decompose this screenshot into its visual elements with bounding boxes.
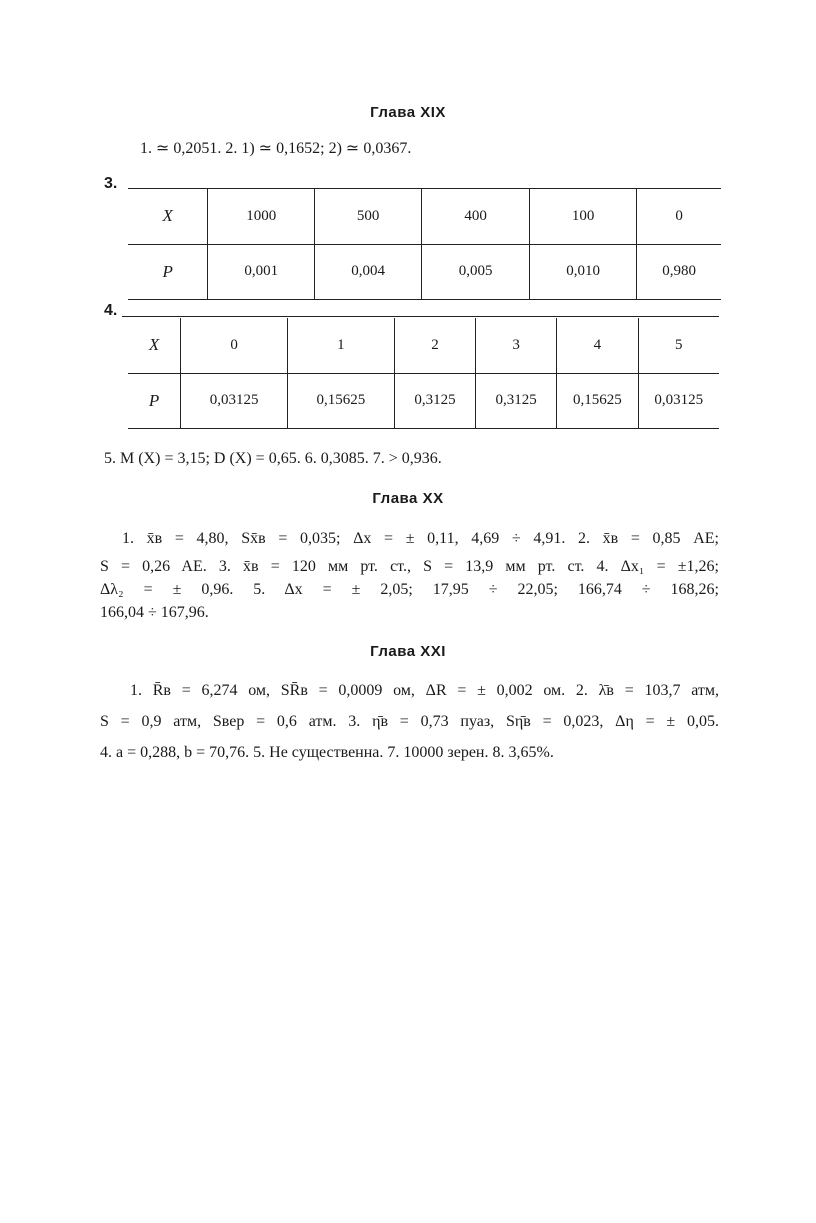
table-3 (128, 189, 721, 300)
chapter-20-line-4: 166,04 ÷ 167,96. (100, 604, 209, 621)
chapter-19-answers-1-2: 1. ≃ 0,2051. 2. 1) ≃ 0,1652; 2) ≃ 0,0367. (140, 140, 412, 157)
table-4-x-value: 0 (181, 318, 288, 373)
table-3-p-value: 0,004 (314, 244, 421, 299)
table-4-top-rule (122, 316, 719, 317)
chapter-20-line-3: Δλ₂ = ± 0,96. 5. Δx = ± 2,05; 17,95 ÷ 22,05; 166,74 ÷ 168,26; (100, 581, 719, 598)
chapter-21-heading: Глава XXI (370, 643, 446, 660)
table-3-x-value: 1000 (208, 189, 314, 244)
table-4-x-value: 1 (288, 318, 395, 373)
table-4-label: 4. (104, 302, 118, 319)
table-4-x-value: 5 (638, 318, 719, 373)
table-4 (128, 318, 719, 429)
chapter-20-line-2: S = 0,26 AE. 3. x̄в = 120 мм рт. ст., S = 13,9 мм рт. ст. 4. Δx₁ = ±1,26; (100, 558, 719, 575)
table-3-x-value: 100 (529, 189, 636, 244)
table-4-x-value: 3 (476, 318, 557, 373)
table-3-x-value: 0 (637, 189, 721, 244)
chapter-21-line-2: S = 0,9 атм, Sвер = 0,6 атм. 3. η̄в = 0,73 пуаз, Sη̄в = 0,023, Δη = ± 0,05. (100, 713, 719, 730)
table-4-x-label: X (128, 318, 181, 373)
chapter-20-heading: Глава XX (372, 490, 444, 507)
table-4-p-value: 0,03125 (638, 373, 719, 428)
chapter-19-answers-5-7: 5. M (X) = 3,15; D (X) = 0,65. 6. 0,3085. 7. > 0,936. (104, 450, 442, 467)
table-3-label: 3. (104, 175, 118, 192)
table-3-p-value: 0,010 (529, 244, 636, 299)
table-4-x-value: 4 (557, 318, 638, 373)
table-3-x-value: 400 (422, 189, 529, 244)
table-3-x-label: X (128, 189, 208, 244)
table-3-p-value: 0,001 (208, 244, 314, 299)
chapter-21-line-1: 1. R̄в = 6,274 ом, SR̄в = 0,0009 ом, ΔR = ± 0,002 ом. 2. λ̄в = 103,7 атм, (130, 682, 719, 699)
table-4-p-value: 0,15625 (288, 373, 395, 428)
chapter-21-line-3: 4. a = 0,288, b = 70,76. 5. Не существенна. 7. 10000 зерен. 8. 3,65%. (100, 744, 554, 761)
table-4-p-value: 0,3125 (476, 373, 557, 428)
chapter-19-heading: Глава XIX (370, 104, 446, 121)
table-4-p-label: P (128, 373, 181, 428)
table-3-p-value: 0,005 (422, 244, 529, 299)
table-4-p-value: 0,3125 (394, 373, 475, 428)
table-4-x-value: 2 (394, 318, 475, 373)
table-4-p-value: 0,15625 (557, 373, 638, 428)
table-4-p-value: 0,03125 (181, 373, 288, 428)
table-3-p-value: 0,980 (637, 244, 721, 299)
chapter-20-line-1: 1. x̄в = 4,80, Sx̄в = 0,035; Δx = ± 0,11, 4,69 ÷ 4,91. 2. x̄в = 0,85 AE; (122, 530, 719, 547)
table-3-p-label: P (128, 244, 208, 299)
table-3-x-value: 500 (314, 189, 421, 244)
